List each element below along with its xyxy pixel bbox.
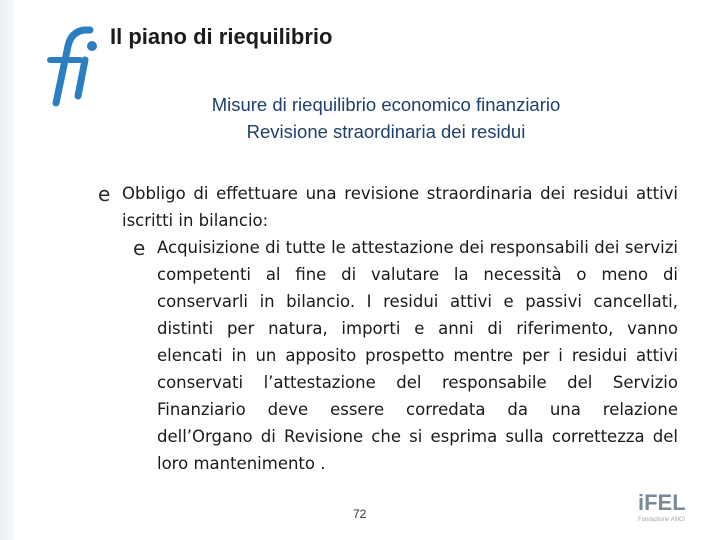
sub-bullet-icon: e <box>133 236 146 260</box>
level1-paragraph: Obbligo di effettuare una revisione straordinaria dei residui attivi iscritti in bilancio: <box>122 184 678 230</box>
level2-paragraph: Acquisizione di tutte le attestazione dei responsabili dei servizi competenti al fine di valutare la necessità o meno di conservarli in bilancio. I residui attivi e passivi cancellati, distinti per natura, importi e anni di riferimento, vanno elencati in un apposito prospetto mentre per i residui attivi conservati l’attestazione del responsabile del Servizio Finanziario deve essere corredata da una relazione dell’Organo di Revisione che si esprima sulla correttezza del loro mantenimento . <box>157 238 678 473</box>
page-number: 72 <box>353 507 367 521</box>
subtitle-line-2: Revisione straordinaria dei residui <box>246 121 526 142</box>
subtitle-line-1: Misure di riequilibrio economico finanziario <box>211 94 561 115</box>
ifel-logo-text: iFEL <box>638 490 686 515</box>
ifel-logo <box>630 490 710 534</box>
left-decorative-bar <box>0 0 14 540</box>
bullet-icon: e <box>98 182 111 206</box>
ifel-logo-subtext: Fondazione ANCI <box>638 517 686 523</box>
page-title: Il piano di riequilibrio <box>110 24 333 49</box>
